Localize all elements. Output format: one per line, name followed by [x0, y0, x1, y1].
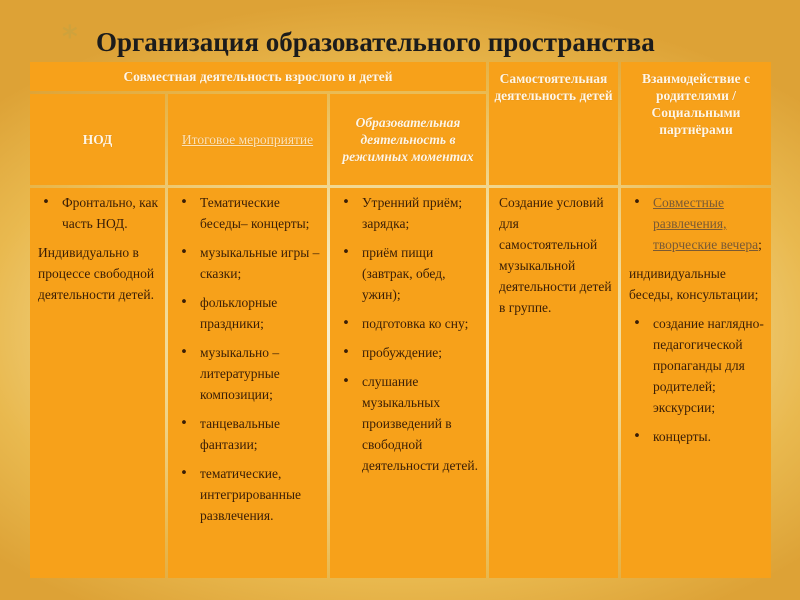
title-bullet: * [62, 20, 78, 55]
title-text: Организация образовательного пространства [96, 27, 655, 57]
header-independent [489, 62, 618, 185]
list-item: • создание наглядно-педагогической пропаганды для родителей; экскурсии; [629, 313, 765, 418]
list-item: • подготовка ко сну; [338, 313, 480, 334]
parents-list-bottom [629, 313, 765, 447]
list-item: • танцевальные фантазии; [176, 413, 321, 455]
header-nod-label: НОД [82, 132, 113, 147]
cell-routine [330, 188, 486, 578]
list-item: • Фронтально, как часть НОД. [38, 192, 159, 234]
event-list [176, 192, 321, 526]
header-nod [30, 94, 165, 185]
nod-list [38, 192, 159, 234]
list-item [629, 192, 765, 255]
cell-independent [489, 188, 618, 578]
header-joint-activity-label: Совместная деятельность взрослого и детей [123, 69, 393, 84]
header-routine [330, 94, 486, 185]
header-joint-activity [30, 62, 486, 91]
nod-text: Индивидуально в процессе свободной деятельности детей. [38, 245, 155, 302]
list-item: • концерты. [629, 426, 765, 447]
list-item: • музыкальные игры – сказки; [176, 242, 321, 284]
header-parents [621, 62, 771, 185]
parents-text: индивидуальные беседы, консультации; [629, 266, 759, 302]
list-item: • Тематические беседы– концерты; [176, 192, 321, 234]
cell-nod [30, 188, 165, 578]
header-independent-label: Самостоятельная деятельность детей [494, 71, 613, 103]
header-routine-label: Образовательная деятельность в режимных моментах [342, 115, 474, 164]
list-item: • Утренний приём; зарядка; [338, 192, 480, 234]
list-item: • приём пищи (завтрак, обед, ужин); [338, 242, 480, 305]
joint-events-tail: ; [758, 237, 762, 252]
header-event [168, 94, 327, 185]
list-item: • слушание музыкальных произведений в свободной деятельности детей. [338, 371, 480, 476]
list-item: • фольклорные праздники; [176, 292, 321, 334]
joint-events-link[interactable]: Совместные развлечения, творческие вечера [653, 195, 759, 252]
routine-list [338, 192, 480, 476]
cell-event [168, 188, 327, 578]
list-item: • тематические, интегрированные развлечения. [176, 463, 321, 526]
header-parents-label: Взаимодействие с родителями / Социальными партнёрами [642, 71, 750, 137]
parents-list-top [629, 192, 765, 255]
cell-parents [621, 188, 771, 578]
header-event-label: Итоговое мероприятие [181, 132, 314, 147]
list-item: • музыкально – литературные композиции; [176, 342, 321, 405]
list-item: • пробуждение; [338, 342, 480, 363]
independent-text: Создание условий для самостоятельной музыкальной деятельности детей в группе. [499, 195, 612, 315]
